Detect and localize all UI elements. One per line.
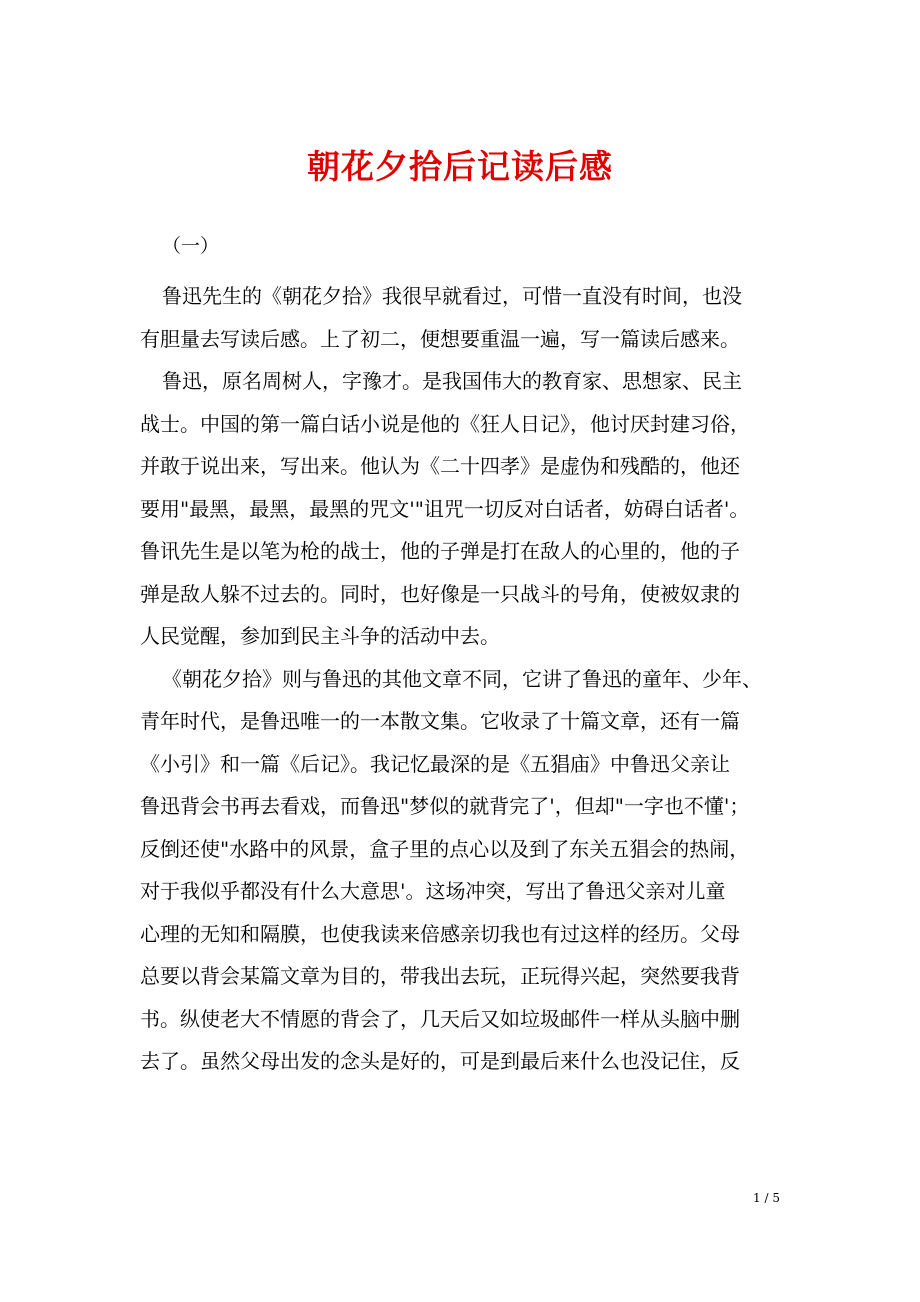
text-line: 鲁迅先生的《朝花夕拾》我很早就看过，可惜一直没有时间，也没 xyxy=(162,284,742,308)
text-line: 战士。中国的第一篇白话小说是他的《狂人日记》，他讨厌封建习俗， xyxy=(140,411,750,436)
text-line: 心理的无知和隔膜，也使我读来倍感亲切我也有过这样的经历。父母 xyxy=(140,921,740,946)
text-line: 人民觉醒，参加到民主斗争的活动中去。 xyxy=(140,624,500,648)
text-line: 并敢于说出来，写出来。他认为《二十四孝》是虚伪和残酷的，他还 xyxy=(140,454,740,478)
paragraph-book-content xyxy=(140,658,785,1083)
text-line: 总要以背会某篇文章为目的，带我出去玩，正玩得兴起，突然要我背 xyxy=(140,964,740,988)
text-line: 《小引》和一篇《后记》。我记忆最深的是《五猖庙》中鲁迅父亲让 xyxy=(140,751,730,776)
document-title: 朝花夕拾后记读后感 xyxy=(307,147,613,186)
text-line: 反倒还使"水路中的风景，盒子里的点心以及到了东关五猖会的热闹， xyxy=(140,836,750,861)
document-body xyxy=(140,275,785,1083)
text-line: 青年时代，是鲁迅唯一的一本散文集。它收录了十篇文章，还有一篇 xyxy=(140,709,740,733)
text-line: 《朝花夕拾》则与鲁迅的其他文章不同，它讲了鲁迅的童年、少年、 xyxy=(162,666,762,691)
text-line: 去了。虽然父母出发的念头是好的，可是到最后来什么也没记住，反 xyxy=(140,1049,740,1073)
paragraph-intro xyxy=(140,275,785,360)
paragraph-biography xyxy=(140,360,785,658)
text-line: 弹是敌人躲不过去的。同时，也好像是一只战斗的号角，使被奴隶的 xyxy=(140,581,740,606)
text-line: 鲁讯先生是以笔为枪的战士，他的子弹是打在敌人的心里的，他的子 xyxy=(140,539,740,563)
text-line: 有胆量去写读后感。上了初二，便想要重温一遍，写一篇读后感来。 xyxy=(140,326,740,351)
text-line: 书。纵使老大不情愿的背会了，几天后又如垃圾邮件一样从头脑中删 xyxy=(140,1006,740,1031)
section-label: （一） xyxy=(162,235,220,257)
text-line: 鲁迅，原名周树人，字豫才。是我国伟大的教育家、思想家、民主 xyxy=(162,369,742,393)
text-line: 对于我似乎都没有什么大意思'。这场冲突，写出了鲁迅父亲对儿童 xyxy=(140,879,726,903)
text-line: 鲁迅背会书再去看戏，而鲁迅"梦似的就背完了'，但却"一字也不懂'； xyxy=(140,794,750,818)
text-line: 要用"最黑，最黑，最黑的咒文'"诅咒一切反对白话者，妨碍白话者'。 xyxy=(140,496,750,521)
page-number: 1 / 5 xyxy=(753,1191,780,1205)
